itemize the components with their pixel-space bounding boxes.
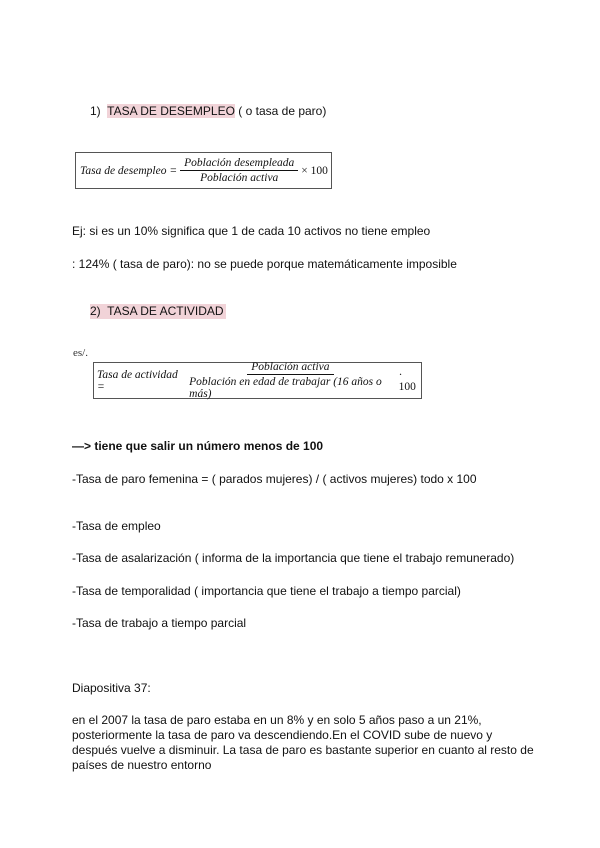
unemployment-formula [75,152,332,189]
formula-2-multiplier: · 100 [398,368,416,393]
impossible-line: : 124% ( tasa de paro): no se puede porque matemáticamente imposible [72,257,457,271]
rate-item-temporality: -Tasa de temporalidad ( importancia que tiene el trabajo a tiempo parcial) [72,584,461,598]
rate-item-salaried: -Tasa de asalarización ( informa de la importancia que tiene el trabajo remunerado) [72,551,515,565]
formula-2-fragment: es/. [73,347,88,359]
formula-1-numerator: Población desempleada [180,157,298,171]
formula-2-denominator: Población en edad de trabajar (16 años o más) [189,376,382,400]
slide-paragraph: en el 2007 la tasa de paro estaba en un 8% y en solo 5 años paso a un 21%, posteriormente la tasa de paro va descendiendo.En el COVID sube de nuevo y después vuelve a disminuir. La tasa de paro es bastante superior en cuanto al resto de países de nuestro entorno [72,713,534,772]
formula-1-multiplier: × 100 [301,164,328,177]
formula-2-fraction [185,361,396,400]
section-2-number: 2) [90,304,101,318]
formula-1-lhs: Tasa de desempleo = [80,164,178,177]
section-1-suffix: ( o tasa de paro) [234,104,327,118]
formula-1-fraction [180,157,298,184]
activity-formula [93,362,422,399]
section-2-heading [90,304,226,319]
rate-item-employment: -Tasa de empleo [72,519,161,533]
slide-label: Diapositiva 37: [72,681,151,695]
bold-note: —> tiene que salir un número menos de 100 [72,439,324,453]
rate-item-female-unemployment: -Tasa de paro femenina = ( parados mujeres) / ( activos mujeres) todo x 100 [72,472,477,486]
formula-1-denominator: Población activa [200,172,279,184]
section-1-number: 1) [90,104,101,118]
example-line: Ej: si es un 10% significa que 1 de cada 10 activos no tiene empleo [72,224,431,238]
formula-2-numerator: Población activa [247,361,333,375]
section-1-heading [90,104,326,119]
section-2-title: TASA DE ACTIVIDAD [107,304,224,318]
section-1-title: TASA DE DESEMPLEO [107,104,235,118]
rate-item-part-time: -Tasa de trabajo a tiempo parcial [72,616,247,630]
formula-2-lhs: Tasa de actividad = [97,368,178,393]
